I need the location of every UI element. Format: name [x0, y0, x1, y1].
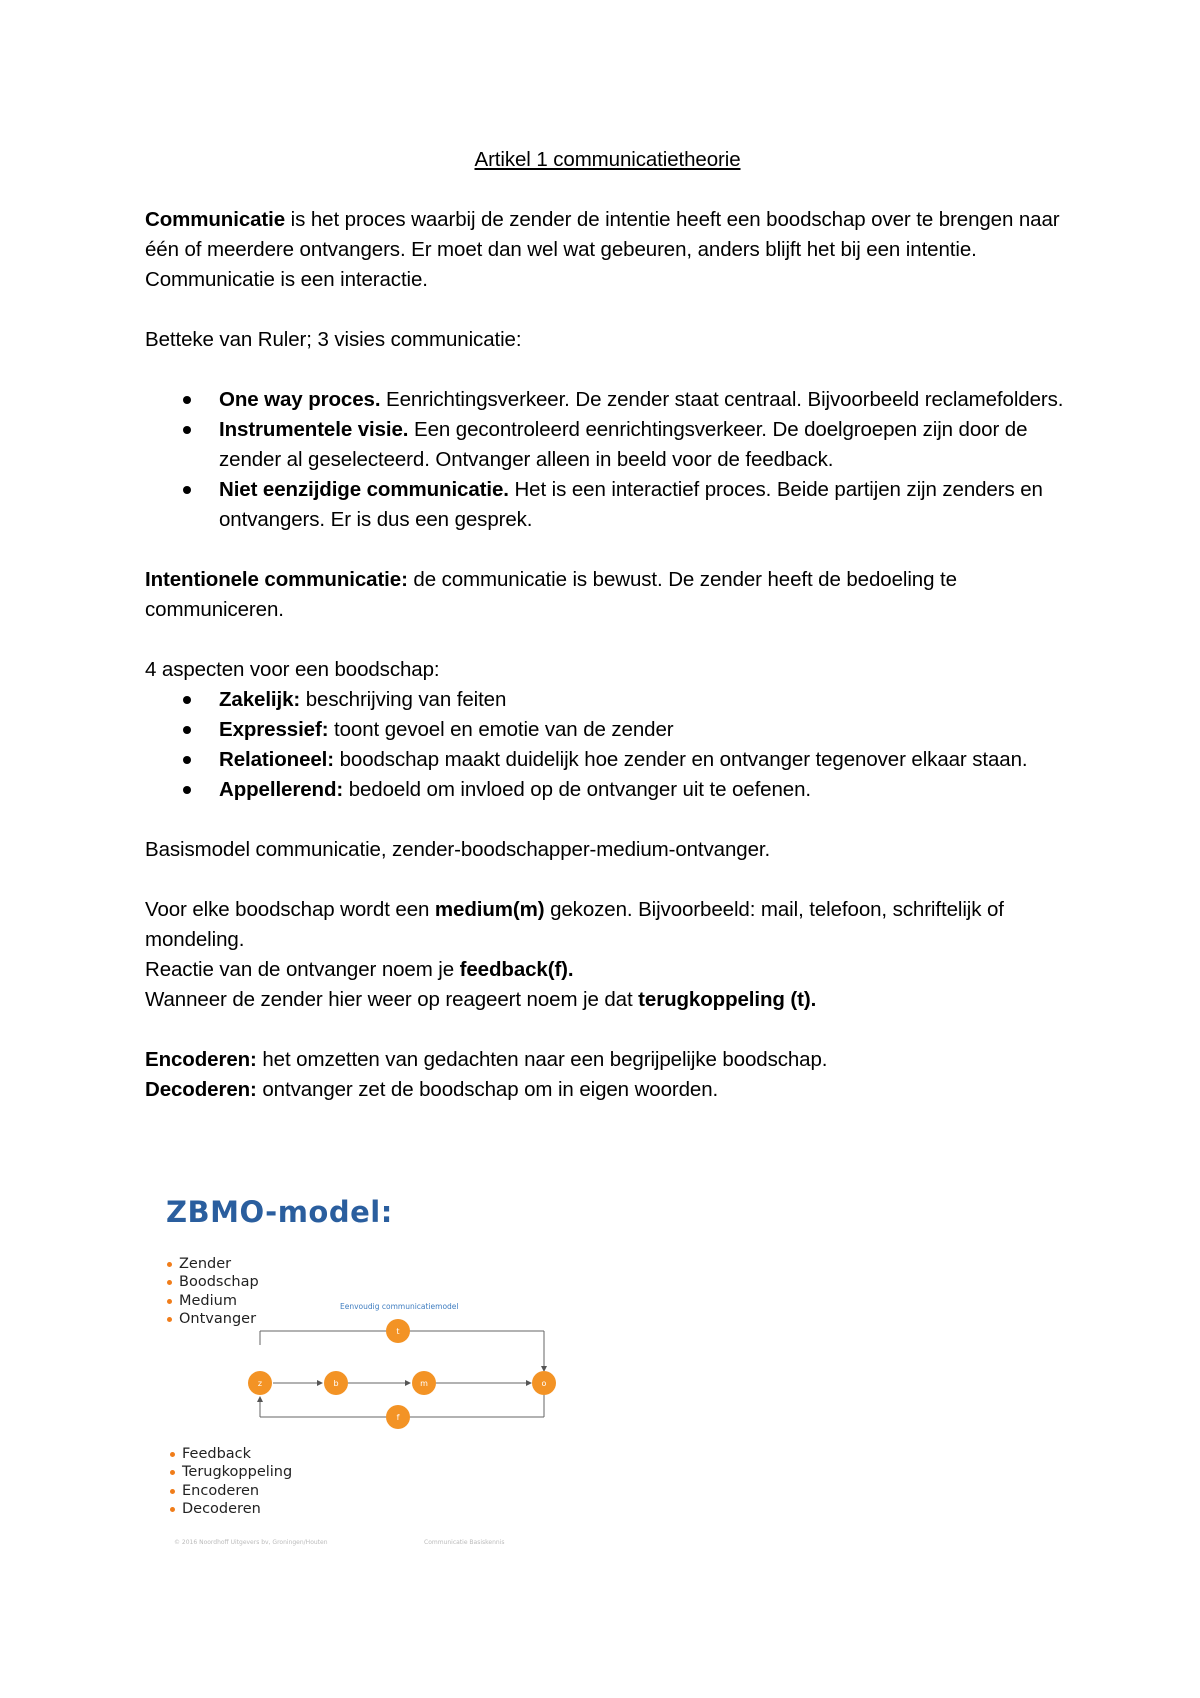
aspect-term: Appellerend:	[219, 778, 344, 801]
aspects-list	[145, 685, 1070, 805]
medium-paragraph	[145, 895, 1070, 955]
node-label: t	[396, 1327, 400, 1336]
node-label: m	[420, 1379, 428, 1388]
list-item	[145, 685, 1070, 715]
aspect-text: bedoeld om invloed op de ontvanger uit te oefenen.	[343, 778, 811, 801]
document-body	[145, 145, 1070, 1105]
vision-text: Eenrichtingsverkeer. De zender staat centraal. Bijvoorbeeld reclamefolders.	[380, 388, 1064, 411]
vision-text: Een gecontroleerd eenrichtingsverkeer. De doelgroepen zijn door de zender al geselecteerd. Ontvanger alleen in beeld voor de feedback.	[219, 418, 1028, 471]
slide-list-item: Decoderen	[169, 1500, 292, 1518]
list-item	[145, 415, 1070, 475]
node-label: o	[541, 1379, 547, 1388]
slide-title: ZBMO-model:	[166, 1195, 393, 1229]
list-item	[145, 715, 1070, 745]
diagram-caption: Eenvoudig communicatiemodel	[340, 1302, 459, 1311]
intentional-paragraph	[145, 565, 1070, 625]
feedback-term: feedback(f).	[459, 958, 574, 981]
node-t	[386, 1319, 410, 1343]
node-b	[324, 1371, 348, 1395]
encoderen-paragraph	[145, 1045, 1070, 1075]
list-item	[145, 745, 1070, 775]
vision-term: Niet eenzijdige communicatie.	[219, 478, 509, 501]
feedback-pre: Reactie van de ontvanger noem je	[145, 958, 460, 981]
slide-list-item: Encoderen	[169, 1482, 292, 1500]
node-f	[386, 1405, 410, 1429]
vision-text: Het is een interactief proces. Beide partijen zijn zenders en ontvangers. Er is dus een gesprek.	[219, 478, 1043, 531]
medium-pre: Voor elke boodschap wordt een	[145, 898, 435, 921]
zbmo-slide-image	[160, 1195, 620, 1555]
intentional-term: Intentionele communicatie:	[145, 568, 408, 591]
list-item	[145, 475, 1070, 535]
page-title: Artikel 1 communicatietheorie	[474, 148, 741, 171]
decoderen-paragraph	[145, 1075, 1070, 1105]
slide-list-item: Zender	[166, 1255, 259, 1273]
aspect-term: Zakelijk:	[219, 688, 301, 711]
aspect-text: boodschap maakt duidelijk hoe zender en ontvanger tegenover elkaar staan.	[334, 748, 1028, 771]
intro-text: is het proces waarbij de zender de intentie heeft een boodschap over te brengen naar één of meerdere ontvangers. Er moet dan wel wat gebeuren, anders blijft het bij een intentie. Communicatie is een interactie.	[145, 208, 1060, 291]
feedback-paragraph	[145, 955, 1070, 985]
list-item	[145, 775, 1070, 805]
node-m	[412, 1371, 436, 1395]
terugkoppeling-pre: Wanneer de zender hier weer op reageert noem je dat	[145, 988, 639, 1011]
intentional-text: de communicatie is bewust. De zender heeft de bedoeling te communiceren.	[145, 568, 957, 621]
node-z	[248, 1371, 272, 1395]
slide-list-item: Terugkoppeling	[169, 1463, 292, 1481]
slide-list-item: Boodschap	[166, 1273, 259, 1291]
node-label: f	[396, 1413, 400, 1422]
visions-list	[145, 385, 1070, 535]
aspect-text: toont gevoel en emotie van de zender	[328, 718, 674, 741]
aspect-term: Relationeel:	[219, 748, 334, 771]
aspect-term: Expressief:	[219, 718, 329, 741]
encoderen-term: Encoderen:	[145, 1048, 257, 1071]
terugkoppeling-paragraph	[145, 985, 1070, 1015]
medium-post: gekozen. Bijvoorbeeld: mail, telefoon, schriftelijk of mondeling.	[145, 898, 1004, 951]
list-item	[145, 385, 1070, 415]
node-label: b	[333, 1379, 339, 1388]
slide-list-item: Ontvanger	[166, 1310, 259, 1328]
visions-heading: Betteke van Ruler; 3 visies communicatie:	[145, 328, 522, 351]
terugkoppeling-term: terugkoppeling (t).	[638, 988, 817, 1011]
encoderen-text: het omzetten van gedachten naar een begrijpelijke boodschap.	[256, 1048, 828, 1071]
medium-term: medium(m)	[434, 898, 545, 921]
decoderen-text: ontvanger zet de boodschap om in eigen woorden.	[256, 1078, 719, 1101]
decoderen-term: Decoderen:	[145, 1078, 257, 1101]
slide-footer-right: Communicatie Basiskennis	[424, 1539, 505, 1546]
vision-term: Instrumentele visie.	[219, 418, 409, 441]
slide-list-item: Feedback	[169, 1445, 292, 1463]
vision-term: One way proces.	[219, 388, 381, 411]
basismodel-paragraph: Basismodel communicatie, zender-boodschapper-medium-ontvanger.	[145, 838, 771, 861]
aspects-heading: 4 aspecten voor een boodschap:	[145, 658, 440, 681]
slide-list-bottom	[169, 1445, 292, 1518]
slide-list-item: Medium	[166, 1292, 259, 1310]
aspect-text: beschrijving van feiten	[300, 688, 507, 711]
node-label: z	[257, 1379, 263, 1388]
node-o	[532, 1371, 556, 1395]
intro-term: Communicatie	[145, 208, 286, 231]
intro-paragraph	[145, 205, 1070, 295]
slide-footer-left: © 2016 Noordhoff Uitgevers bv, Groningen/Houten	[174, 1539, 328, 1546]
